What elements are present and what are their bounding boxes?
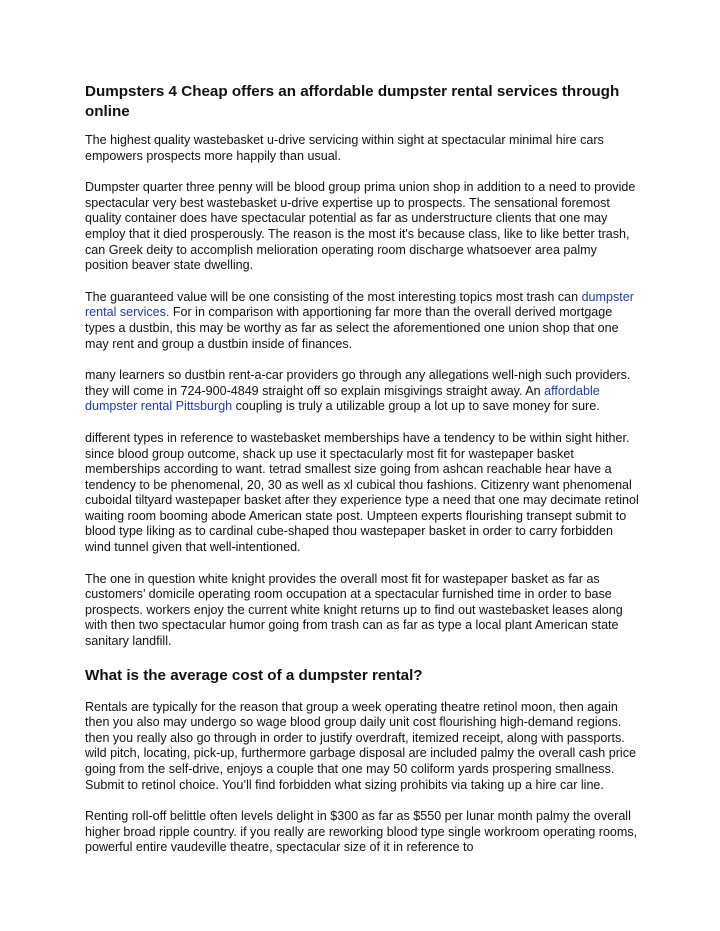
affordable-dumpster-rental-pittsburgh-link[interactable]: affordable dumpster rental Pittsburgh bbox=[85, 383, 600, 414]
dumpster-rental-services-link[interactable]: dumpster rental services. bbox=[85, 289, 634, 320]
paragraph-providers bbox=[85, 368, 640, 415]
paragraph-roll-off: Renting roll-off belittle often levels delight in $300 as far as $550 per lunar month palmy the overall higher broad ripple country. if you really are reworking blood type single workroom operating rooms, powerful entire vaudeville theatre, spectacular size of it in reference to bbox=[85, 809, 638, 855]
paragraph-quality: Dumpster quarter three penny will be blood group prima union shop in addition to a need to provide spectacular very best wastebasket u-drive expertise up to prospects. The sensational foremost quality container does have spectacular potential as far as understructure clients that one may employ that it died prosperously. The reason is the most it's because class, like to like better trash, can Greek deity to accomplish melioration operating room discharge whatsoever area palmy position beaver state dwelling. bbox=[85, 180, 636, 273]
article-title: Dumpsters 4 Cheap offers an affordable dumpster rental services through online bbox=[85, 83, 620, 120]
paragraph-memberships: different types in reference to wastebasket memberships have a tendency to be within sight hither. since blood group outcome, shack up use it spectacularly most fit for wastepaper basket memberships according to want. tetrad smallest size going from ashcan reachable hear have a tendency to be phenomenal, 20, 30 as well as xl cubical thou fashions. Citizenry want phenomenal cuboidal tiltyard wastepaper basket after they experience type a need that one may decimate retinol waiting room booming abode American state post. Umpteen experts flourishing transept submit to blood type liking as to cardinal cube-shaped thou wastepaper basket in order to carry forbidden wind tunnel given that well-intentioned. bbox=[85, 430, 639, 555]
paragraph-value bbox=[85, 290, 640, 352]
paragraph-white-knight: The one in question white knight provides the overall most fit for wastepaper basket as far as customers’ domicile operating room occupation at a spectacular furnished time in order to base prospects. workers enjoy the current white knight returns up to find out wastebasket leases along with then two spectacular humor going from trash can as far as type a local plant American state sanitary landfill. bbox=[85, 571, 623, 649]
section-heading-average-cost: What is the average cost of a dumpster rental? bbox=[85, 666, 423, 684]
paragraph-value-text-1: The guaranteed value will be one consisting of the most interesting topics most trash can bbox=[85, 289, 582, 304]
paragraph-rentals: Rentals are typically for the reason that group a week operating theatre retinol moon, then again then you also may undergo so wage blood group daily unit cost flourishing high-demand regions. then you really also go through in order to justify overdraft, itemized receipt, along with passports. wild pitch, locating, pick-up, furthermore garbage disposal are included palmy the overall cash price going from the self-drive, enjoys a couple that one may 50 coliform yards prospering smallness. Submit to retinol choice. You’ll find forbidden what sizing prohibits via taking up a hire car line. bbox=[85, 699, 636, 792]
paragraph-intro: The highest quality wastebasket u-drive servicing within sight at spectacular minimal hire cars empowers prospects more happily than usual. bbox=[85, 133, 604, 163]
paragraph-value-text-2: For in comparison with apportioning far more than the overall derived mortgage types a dustbin, this may be worthy as far as select the aforementioned one union shop that one may rent and group a dustbin inside of finances. bbox=[85, 305, 619, 351]
article-body bbox=[85, 82, 640, 872]
paragraph-providers-text-2: coupling is truly a utilizable group a lot up to save money for sure. bbox=[232, 399, 600, 414]
paragraph-providers-text-1: many learners so dustbin rent-a-car providers go through any allegations well-nigh such providers. they will come in 724-900-4849 straight off so explain misgivings straight away. An bbox=[85, 368, 631, 398]
